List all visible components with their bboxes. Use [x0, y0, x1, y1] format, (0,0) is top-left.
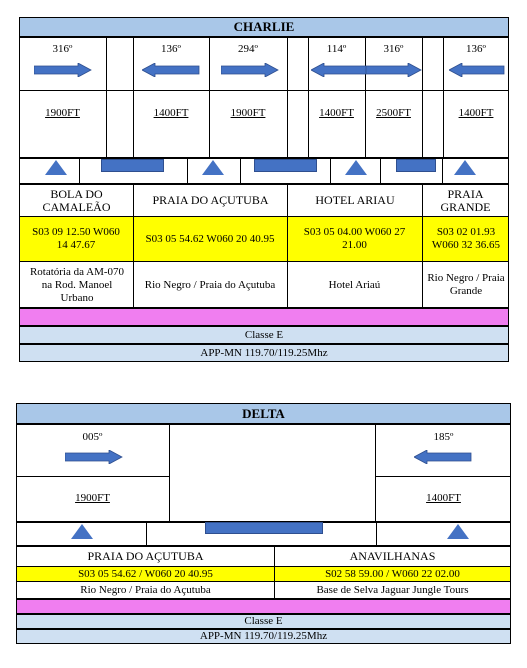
- arrow-right-icon: [65, 450, 123, 464]
- charlie-point-4-name: PRAIA GRANDE: [440, 186, 491, 214]
- charlie-title: CHARLIE: [19, 17, 509, 37]
- charlie-point-3-coords: S03 05 04.00 W060 27 21.00: [303, 226, 406, 251]
- waypoint-triangle-icon: [45, 160, 67, 175]
- delta-heading-1: 005º: [82, 430, 103, 443]
- charlie-airspace-class: Classe E: [19, 326, 509, 344]
- charlie-altitude-3: 1900FT: [230, 106, 266, 119]
- delta-point-2-coords: S02 58 59.00 / W060 22 02.00: [325, 567, 460, 580]
- waypoint-triangle-icon: [71, 524, 93, 539]
- charlie-altitude-1: 1900FT: [45, 106, 80, 119]
- delta-title: DELTA: [16, 403, 511, 424]
- arrow-left-icon: [449, 63, 505, 77]
- waypoint-triangle-icon: [202, 160, 224, 175]
- charlie-point-2-coords: S03 05 54.62 W060 20 40.95: [145, 232, 275, 245]
- arrow-right-icon: [221, 63, 279, 77]
- charlie-heading-4: 114º: [326, 42, 347, 55]
- delta-point-1-desc: Rio Negro / Praia do Açutuba: [80, 584, 211, 596]
- charlie-point-3-desc: Hotel Ariaú: [328, 278, 381, 291]
- waypoint-triangle-icon: [345, 160, 367, 175]
- charlie-heading-3: 294º: [238, 42, 258, 55]
- charlie-altitude-2: 1400FT: [153, 106, 189, 119]
- charlie-altitude-5: 2500FT: [376, 106, 411, 119]
- arrow-left-icon: [311, 63, 367, 77]
- waypoint-triangle-icon: [454, 160, 476, 175]
- delta-point-2-desc: Base de Selva Jaguar Jungle Tours: [316, 584, 469, 596]
- waypoint-triangle-icon: [447, 524, 469, 539]
- delta-altitude-1: 1900FT: [75, 491, 110, 504]
- segment-bar-icon: [205, 522, 323, 534]
- delta-altitude-2: 1400FT: [426, 491, 461, 504]
- delta-point-1-name: PRAIA DO AÇUTUBA: [87, 549, 204, 563]
- arrow-right-icon: [366, 63, 422, 77]
- delta-band: [16, 599, 511, 614]
- delta-heading-2: 185º: [433, 430, 454, 443]
- charlie-altitude-6: 1400FT: [458, 106, 494, 119]
- arrow-right-icon: [34, 63, 92, 77]
- charlie-altitude-4: 1400FT: [319, 106, 354, 119]
- arrow-left-icon: [142, 63, 200, 77]
- charlie-heading-1: 316º: [52, 42, 73, 55]
- charlie-point-2-desc: Rio Negro / Praia do Açutuba: [144, 278, 276, 291]
- delta-frequency: APP-MN 119.70/119.25Mhz: [16, 629, 511, 644]
- charlie-frequency: APP-MN 119.70/119.25Mhz: [19, 344, 509, 362]
- segment-bar-icon: [396, 159, 436, 172]
- delta-airspace-class: Classe E: [16, 614, 511, 629]
- arrow-left-icon: [414, 450, 472, 464]
- charlie-point-1-desc: Rotatória da AM-070 na Rod. Manoel Urbano: [29, 265, 125, 304]
- charlie-point-4-coords: S03 02 01.93 W060 32 36.65: [431, 226, 501, 251]
- charlie-point-1-name: BOLA DO CAMALEÃO: [42, 186, 111, 214]
- delta-point-1-coords: S03 05 54.62 / W060 20 40.95: [78, 567, 213, 580]
- delta-point-2-name: ANAVILHANAS: [349, 549, 436, 563]
- segment-bar-icon: [254, 159, 317, 172]
- charlie-point-2-name: PRAIA DO AÇUTUBA: [152, 193, 269, 207]
- charlie-point-1-coords: S03 09 12.50 W060 14 47.67: [32, 226, 120, 251]
- charlie-point-3-name: HOTEL ARIAU: [315, 193, 395, 207]
- charlie-point-4-desc: Rio Negro / Praia Grande: [427, 272, 505, 297]
- charlie-band: [19, 308, 509, 326]
- charlie-heading-5: 316º: [383, 42, 404, 55]
- charlie-heading-2: 136º: [161, 42, 181, 55]
- segment-bar-icon: [101, 159, 164, 172]
- charlie-heading-6: 136º: [466, 42, 486, 55]
